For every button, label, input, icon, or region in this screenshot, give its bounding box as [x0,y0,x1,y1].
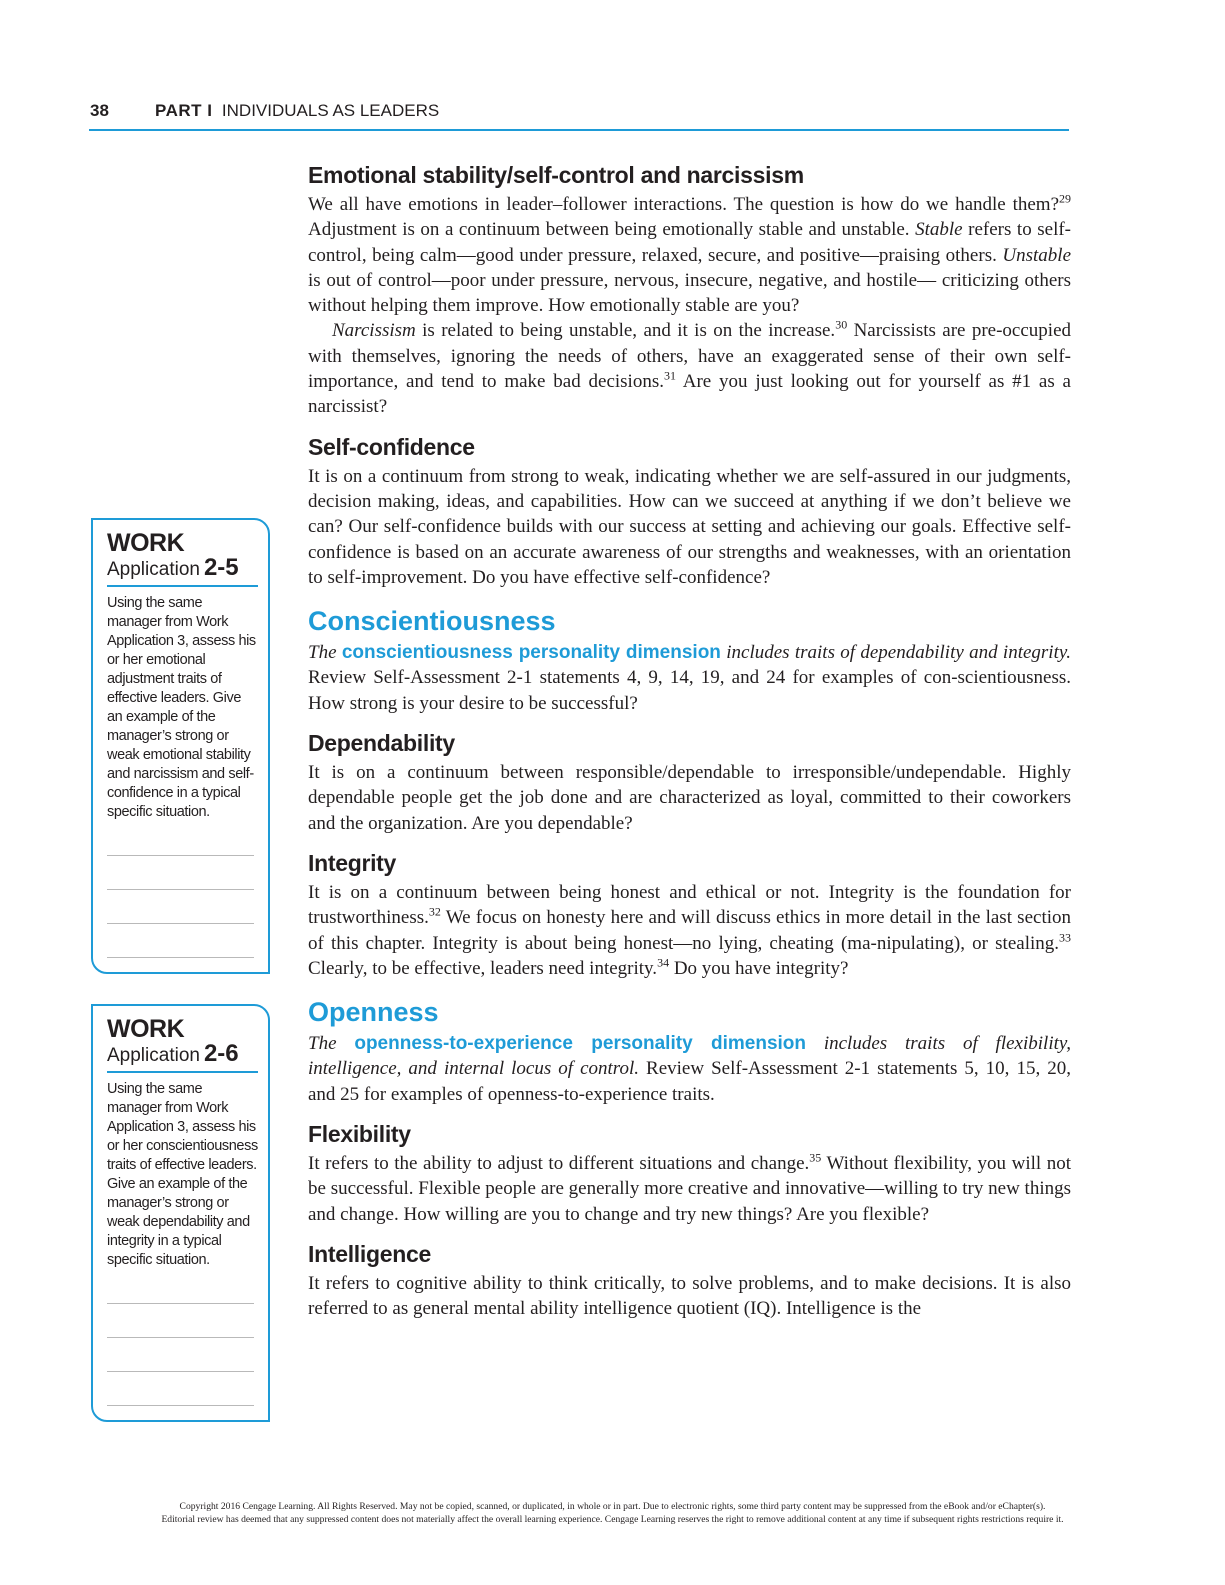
section-flexibility [308,1121,1071,1227]
paragraph [308,192,1071,318]
heading-intelligence: Intelligence [308,1240,431,1267]
text: The [308,1033,355,1055]
definition: includes traits of flexibility, intelligence, and internal locus of control. [308,1033,1072,1080]
paragraph [308,1151,1071,1227]
paragraph [308,318,1071,419]
work-app-number: 2-5 [203,554,239,581]
section-conscientiousness [308,606,1071,716]
text: refers to self-control, being calm—good under pressure, relaxed, secure, and positive—praising others. [308,219,1071,266]
heading-integrity: Integrity [308,849,397,876]
work-application-box-2-5 [91,518,270,974]
paragraph: It is on a continuum from strong to weak, indicating whether we are self-assured in our judgments, decision making, ideas, and capabilities. How can we succeed at anything if we don’t believe we can? Our self-confidence builds with our success at setting and achieving our goals. Effective self-confidence is based on an accurate awareness of our strengths and weaknesses, with an orientation to self-improvement. Do you have effective self-confidence? [308,465,1071,588]
footnote-ref: 35 [809,1150,822,1165]
paragraph [308,1031,1071,1107]
italic-term: Unstable [1002,244,1071,266]
heading-flexibility: Flexibility [308,1121,411,1148]
section-emotional-stability [308,162,1071,420]
answer-line[interactable] [107,822,254,856]
text: Do you have integrity? [669,957,849,979]
text: Narcissists are pre-occupied with themselves, ignoring the needs of others, have an exaggerated sense of their own self-importance, and tend to make bad decisions. [308,320,1072,393]
footnote-ref: 33 [1059,930,1071,945]
section-dependability [308,730,1071,836]
definition: includes traits of dependability and integrity. [720,642,1071,664]
answer-line[interactable] [107,1304,254,1338]
section-integrity [308,850,1071,981]
italic-term: Narcissism [332,320,416,342]
work-app-subtitle [107,1042,258,1073]
work-app-subtitle [107,556,258,587]
work-app-title: WORK [107,1015,185,1043]
heading-openness: Openness [308,997,439,1028]
paragraph: It refers to cognitive ability to think critically, to solve problems, and to make decisions. It is also referred to as general mental ability intelligence quotient (IQ). Intelligence is the [308,1272,1071,1320]
section-intelligence [308,1241,1071,1322]
answer-line[interactable] [107,856,254,890]
copyright-line-2: Editorial review has deemed that any suppressed content does not materially affect the overall learning experience. Cengage Learning reserves the right to remove additional content at any time if subsequent rights restrictions require it. [161,1514,1064,1525]
footnote-ref: 30 [835,318,848,333]
text: It refers to the ability to adjust to different situations and change. [308,1153,810,1175]
work-app-number: 2-6 [203,1040,239,1067]
part-name: INDIVIDUALS AS LEADERS [221,101,440,120]
section-self-confidence [308,434,1071,590]
footnote-ref: 31 [663,368,676,383]
heading-dependability: Dependability [308,730,455,757]
heading-emotional-stability: Emotional stability/self-control and narcissism [308,162,804,188]
copyright-footer [100,1500,1125,1526]
text: The [308,642,342,664]
answer-line[interactable] [107,1338,254,1372]
page-number: 38 [90,101,109,120]
footnote-ref: 29 [1059,191,1071,206]
text: Adjustment is on a continuum between being emotionally stable and unstable. [308,219,916,241]
text: We focus on honesty here and will discuss ethics in more detail in the last section of this chapter. Integrity is about being honest—no lying, cheating (ma-nipulating), or stealing. [308,907,1071,954]
paragraph: It is on a continuum between responsible/dependable to irresponsible/undependable. Highly dependable people get the job done and are characterized as loyal, committed to their coworkers and the organization. Are you dependable? [308,762,1071,834]
answer-line[interactable] [107,1372,254,1406]
text: Review Self-Assessment 2-1 statements 4, 9, 14, 19, and 24 for examples of con-scientiousness. How strong is your desire to be successful? [308,667,1071,714]
running-header [89,101,1069,131]
answer-line[interactable] [107,924,254,958]
key-term: conscientiousness personality dimension [341,642,721,664]
copyright-line-1: Copyright 2016 Cengage Learning. All Rights Reserved. May not be copied, scanned, or duplicated, in whole or in part. Due to electronic rights, some third party content may be suppressed from the eBook and/or eChapter(s). [179,1501,1046,1512]
paragraph [308,880,1071,981]
text: Review Self-Assessment 2-1 statements 5, 10, 15, 20, and 25 for examples of openness-to-experience traits. [308,1058,1071,1105]
footnote-ref: 32 [428,904,441,919]
answer-line[interactable] [107,1270,254,1304]
text: Are you just looking out for yourself as #1 as a narcissist? [308,371,1071,418]
work-app-title: WORK [107,529,185,557]
section-openness [308,997,1071,1107]
text: is related to being unstable, and it is on the increase. [415,320,836,342]
heading-conscientiousness: Conscientiousness [308,606,556,637]
text: Without flexibility, you will not be successful. Flexible people are generally more creative and innovative—willing to try new things and change. How willing are you to change and try new things? Are you flexible? [308,1153,1071,1225]
work-app-prompt: Using the same manager from Work Application 3, assess his or her emotional adjustment traits of effective leaders. Give an example of the manager’s strong or weak emotional stability and narcissism and self-confidence in a typical specific situation. [107,595,256,820]
heading-self-confidence: Self-confidence [308,433,475,460]
work-application-box-2-6 [91,1004,270,1422]
work-app-label: Application [107,1045,200,1066]
part-label: PART I [155,101,213,120]
text: Clearly, to be effective, leaders need integrity. [308,957,658,979]
italic-term: Stable [915,219,963,241]
paragraph [308,640,1071,716]
work-app-label: Application [107,559,200,580]
key-term: openness-to-experience personality dimension [354,1033,807,1055]
answer-line[interactable] [107,890,254,924]
text: is out of control—poor under pressure, nervous, insecure, negative, and hostile— criticizing others without helping them improve. How emotionally stable are you? [308,269,1071,317]
footnote-ref: 34 [657,955,670,970]
main-text [308,162,1071,1336]
text: It is on a continuum between being honest and ethical or not. Integrity is the foundation for trustworthiness. [308,881,1071,929]
part-title [155,101,439,121]
work-app-prompt: Using the same manager from Work Application 3, assess his or her conscientiousness traits of effective leaders. Give an example of the manager’s strong or weak dependability and integrity in a typical specific situation. [107,1081,258,1268]
text: We all have emotions in leader–follower interactions. The question is how do we handle them? [308,194,1059,215]
